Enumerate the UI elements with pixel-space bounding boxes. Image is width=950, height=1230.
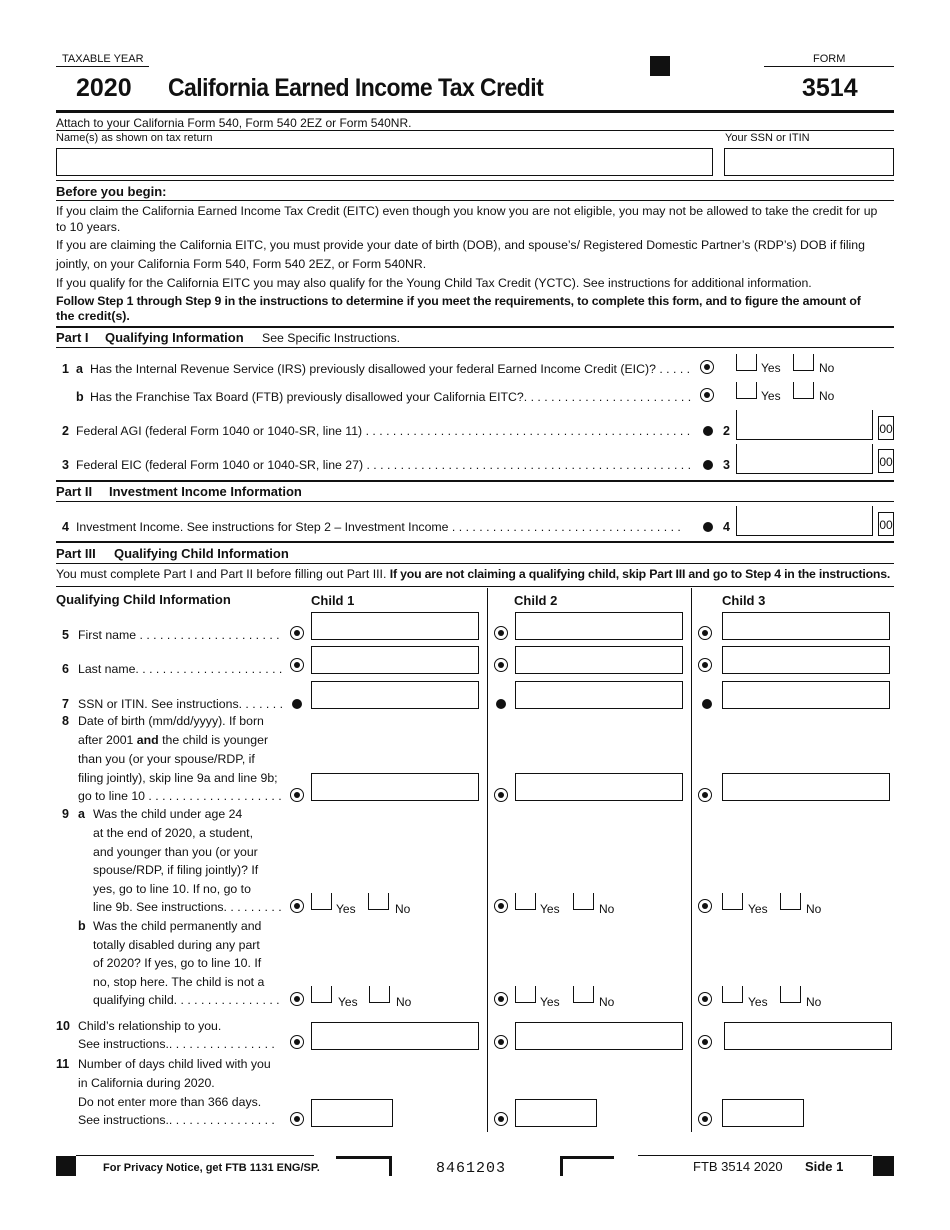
child2-9b-yes-label: Yes [540, 995, 560, 1009]
line-1a-no-checkbox[interactable] [793, 354, 814, 371]
line-1a-text: Has the Internal Revenue Service (IRS) previously disallowed your federal Earned Income Credit (EIC)? . . . . . [90, 362, 691, 376]
line-4-bullet-icon [703, 522, 713, 532]
line-10-text-2: See instructions.. . . . . . . . . . . . . . . . [78, 1037, 275, 1051]
child2-header: Child 2 [514, 593, 558, 608]
line-11-number: 11 [56, 1057, 70, 1071]
part3-intro-b: If you are not claiming a qualifying child, skip Part III and go to Step 4 in the instructions. [389, 567, 891, 581]
child3-9b-yes-label: Yes [748, 995, 768, 1009]
child2-9a-yes-label: Yes [540, 902, 560, 916]
line-9b-child1-bullet-icon [290, 992, 304, 1006]
line-9a-text-2: at the end of 2020, a student, [93, 826, 253, 840]
line-8-child1-bullet-icon [290, 788, 304, 802]
line-8-number: 8 [62, 714, 69, 728]
form-reference: FTB 3514 2020 [693, 1159, 783, 1174]
line-9a-child2-bullet-icon [494, 899, 508, 913]
line-8-text-3: than you (or your spouse/RDP, if [78, 752, 255, 766]
line-10-text-1: Child’s relationship to you. [78, 1019, 222, 1033]
line-11-child3-bullet-icon [698, 1112, 712, 1126]
line-8-child3-bullet-icon [698, 788, 712, 802]
line-6-child2-bullet-icon [494, 658, 508, 672]
line-9a-text-3: and younger than you (or your [93, 845, 258, 859]
line-9b-text-2: totally disabled during any part [93, 938, 260, 952]
line-1b-text: Has the Franchise Tax Board (FTB) previously disallowed your California EITC?. . . . . . . . . . . . . . . . . . . . . . . . . [90, 390, 692, 404]
page-side: Side 1 [805, 1159, 844, 1174]
before-p4a: Follow Step 1 through Step 9 in the instructions to determine if you meet the requirements, to complete this form, and to figure the amount of [56, 294, 861, 308]
line-10-child1-bullet-icon [290, 1035, 304, 1049]
line-6-child1-bullet-icon [290, 658, 304, 672]
line-1a-bullet-icon [700, 360, 714, 374]
line-11-child2-bullet-icon [494, 1112, 508, 1126]
line-10-child3-bullet-icon [698, 1035, 712, 1049]
child3-9b-yes-checkbox[interactable] [722, 986, 743, 1003]
line-2-bullet-icon [703, 426, 713, 436]
child3-last-name-field[interactable] [722, 646, 890, 674]
line-5-text: First name . . . . . . . . . . . . . . . . . . . . . [78, 628, 280, 642]
part3-title: Qualifying Child Information [114, 546, 289, 561]
line-7-text: SSN or ITIN. See instructions. . . . . . . [78, 697, 284, 711]
part3-label: Part III [56, 546, 96, 561]
line-9b-text-1: Was the child permanently and [93, 919, 262, 933]
child1-9b-no-checkbox[interactable] [369, 986, 390, 1003]
child1-9a-yes-label: Yes [336, 902, 356, 916]
line-4-ref-number: 4 [723, 520, 730, 534]
line-9a-child3-bullet-icon [698, 899, 712, 913]
line-1a-yes-checkbox[interactable] [736, 354, 757, 371]
footer-left-mark [56, 1156, 76, 1176]
child1-last-name-field[interactable] [311, 646, 479, 674]
line-11-text-2: in California during 2020. [78, 1076, 215, 1090]
child2-ssn-field[interactable] [515, 681, 683, 709]
footer-right-mark [873, 1156, 894, 1176]
line-1b-bullet-icon [700, 388, 714, 402]
child1-9b-yes-checkbox[interactable] [311, 986, 332, 1003]
taxable-year-label: TAXABLE YEAR [62, 53, 144, 65]
line-5-child3-bullet-icon [698, 626, 712, 640]
line-11-child1-bullet-icon [290, 1112, 304, 1126]
line-3-bullet-icon [703, 460, 713, 470]
line-6-number: 6 [62, 662, 69, 676]
form-label: FORM [813, 53, 846, 65]
child2-last-name-field[interactable] [515, 646, 683, 674]
line-9b-letter: b [78, 919, 86, 933]
child2-9a-yes-checkbox[interactable] [515, 893, 536, 910]
line-9-number: 9 [62, 807, 69, 821]
child2-9a-no-label: No [599, 902, 615, 916]
child3-relationship-field[interactable] [724, 1022, 892, 1050]
before-p3: If you qualify for the California EITC you may also qualify for the Young Child Tax Credit (YCTC). See instructions for additional information. [56, 276, 812, 290]
child1-9a-no-checkbox[interactable] [368, 893, 389, 910]
line-5-child1-bullet-icon [290, 626, 304, 640]
line-1b-no-label: No [819, 389, 835, 403]
child3-9a-no-checkbox[interactable] [780, 893, 801, 910]
child1-9a-yes-checkbox[interactable] [311, 893, 332, 910]
child3-9a-no-label: No [806, 902, 822, 916]
form-title: California Earned Income Tax Credit [168, 74, 544, 102]
line-9b-text-5: qualifying child. . . . . . . . . . . . . . . . [93, 993, 280, 1007]
child1-header: Child 1 [311, 593, 355, 608]
line-6-child3-bullet-icon [698, 658, 712, 672]
line-9a-text-6: line 9b. See instructions. . . . . . . . . [93, 900, 282, 914]
line-10-number: 10 [56, 1019, 70, 1033]
child2-9a-no-checkbox[interactable] [573, 893, 594, 910]
line-3-cents: 00 [878, 449, 894, 473]
child2-dob-field[interactable] [515, 773, 683, 801]
child2-9b-no-checkbox[interactable] [573, 986, 594, 1003]
line-9a-text-5: yes, go to line 10. If no, go to [93, 882, 251, 896]
child1-first-name-field[interactable] [311, 612, 479, 640]
line-1b-no-checkbox[interactable] [793, 382, 814, 399]
line-9b-child2-bullet-icon [494, 992, 508, 1006]
line-5-number: 5 [62, 628, 69, 642]
registration-mark [650, 56, 670, 76]
line-9b-text-3: of 2020? If yes, go to line 10. If [93, 956, 262, 970]
line-9b-text-4: no, stop here. The child is not a [93, 975, 265, 989]
child3-9b-no-checkbox[interactable] [780, 986, 801, 1003]
line-4-number: 4 [62, 520, 69, 534]
name-label: Name(s) as shown on tax return [56, 132, 213, 144]
line-11-text-4: See instructions.. . . . . . . . . . . . . . . . [78, 1113, 275, 1127]
child2-relationship-field[interactable] [515, 1022, 683, 1050]
child1-9b-no-label: No [396, 995, 412, 1009]
line-1a-yes-label: Yes [761, 361, 781, 375]
child2-days-field[interactable] [515, 1099, 597, 1127]
line-3-amount-field[interactable] [736, 444, 873, 474]
child1-ssn-field[interactable] [311, 681, 479, 709]
line-7-child2-bullet-icon [496, 699, 506, 709]
privacy-notice: For Privacy Notice, get FTB 1131 ENG/SP. [103, 1162, 320, 1174]
line-9b-child3-bullet-icon [698, 992, 712, 1006]
line-8-text-2: after 2001 and the child is younger [78, 733, 269, 747]
line-7-number: 7 [62, 697, 69, 711]
line-10-child2-bullet-icon [494, 1035, 508, 1049]
line-2-cents: 00 [878, 416, 894, 440]
ssn-field[interactable] [724, 148, 894, 176]
line-1b-letter: b [76, 390, 84, 404]
attach-instruction: Attach to your California Form 540, Form 540 2EZ or Form 540NR. [56, 116, 412, 130]
part1-label: Part I [56, 330, 89, 345]
line-11-text-1: Number of days child lived with you [78, 1057, 271, 1071]
child3-dob-field[interactable] [722, 773, 890, 801]
child2-first-name-field[interactable] [515, 612, 683, 640]
child1-dob-field[interactable] [311, 773, 479, 801]
line-4-amount-field[interactable] [736, 506, 873, 536]
tax-year: 2020 [76, 74, 132, 102]
line-11-text-3: Do not enter more than 366 days. [78, 1095, 262, 1109]
line-9a-child1-bullet-icon [290, 899, 304, 913]
before-p1a: If you claim the California Earned Income Tax Credit (EITC) even though you know you are not eligible, you may not be allowed to take the credit for up [56, 204, 878, 218]
child3-first-name-field[interactable] [722, 612, 890, 640]
line-9a-text-1: Was the child under age 24 [93, 807, 243, 821]
line-1a-letter: a [76, 362, 83, 376]
child3-ssn-field[interactable] [722, 681, 890, 709]
child3-9b-no-label: No [806, 995, 822, 1009]
child2-9b-no-label: No [599, 995, 615, 1009]
line-3-number: 3 [62, 458, 69, 472]
line-2-text: Federal AGI (federal Form 1040 or 1040-SR, line 11) . . . . . . . . . . . . . . . . . . . . . . . . . . . . . . . . . . . . . . . . . . . . . . . . [76, 424, 691, 438]
line-2-amount-field[interactable] [736, 410, 873, 440]
line-7-child1-bullet-icon [292, 699, 302, 709]
part2-title: Investment Income Information [109, 484, 302, 499]
before-heading: Before you begin: [56, 184, 167, 199]
line-1b-yes-checkbox[interactable] [736, 382, 757, 399]
line-3-ref-number: 3 [723, 458, 730, 472]
line-7-child3-bullet-icon [702, 699, 712, 709]
line-3-text: Federal EIC (federal Form 1040 or 1040-SR, line 27) . . . . . . . . . . . . . . . . . . . . . . . . . . . . . . . . . . . . . . . . . . . . . . . . [76, 458, 692, 472]
qualifying-child-col-head: Qualifying Child Information [56, 592, 231, 607]
child1-9b-yes-label: Yes [338, 995, 358, 1009]
before-p2a: If you are claiming the California EITC, you must provide your date of birth (DOB), and spouse’s/ Registered Domestic Partner’s (RDP’s) DOB if filing [56, 238, 865, 252]
line-5-child2-bullet-icon [494, 626, 508, 640]
part2-label: Part II [56, 484, 93, 499]
child3-days-field[interactable] [722, 1099, 804, 1127]
line-9a-text-4: spouse/RDP, if filing jointly)? If [93, 863, 259, 877]
line-4-cents: 00 [878, 512, 894, 536]
before-p4b: the credit(s). [56, 309, 130, 323]
line-8-child2-bullet-icon [494, 788, 508, 802]
before-p2b: jointly, on your California Form 540, Form 540 2EZ, or Form 540NR. [56, 257, 427, 271]
name-field[interactable] [56, 148, 713, 176]
part1-note: See Specific Instructions. [262, 331, 401, 345]
line-1b-yes-label: Yes [761, 389, 781, 403]
child1-9a-no-label: No [395, 902, 411, 916]
part3-intro-a: You must complete Part I and Part II before filling out Part III. [56, 567, 387, 581]
child3-9a-yes-checkbox[interactable] [722, 893, 743, 910]
line-8-text-1: Date of birth (mm/dd/yyyy). If born [78, 714, 264, 728]
line-8-text-4: filing jointly), skip line 9a and line 9b; [78, 771, 278, 785]
line-9a-letter: a [78, 807, 85, 821]
line-4-text: Investment Income. See instructions for Step 2 – Investment Income . . . . . . . . . . . . . . . . . . . . . . . . . . . . . . . . . . [76, 520, 681, 534]
line-6-text: Last name. . . . . . . . . . . . . . . . . . . . . . [78, 662, 283, 676]
before-p1b: to 10 years. [56, 220, 121, 234]
child3-9a-yes-label: Yes [748, 902, 768, 916]
child1-relationship-field[interactable] [311, 1022, 479, 1050]
form-number: 3514 [802, 74, 858, 102]
line-2-ref-number: 2 [723, 424, 730, 438]
child3-header: Child 3 [722, 593, 766, 608]
line-2-number: 2 [62, 424, 69, 438]
child1-days-field[interactable] [311, 1099, 393, 1127]
line-1-number: 1 [62, 362, 69, 376]
line-1a-no-label: No [819, 361, 835, 375]
part1-title: Qualifying Information [105, 330, 244, 345]
ssn-label: Your SSN or ITIN [725, 132, 810, 144]
line-8-text-5: go to line 10 . . . . . . . . . . . . . . . . . . . . [78, 789, 282, 803]
child2-9b-yes-checkbox[interactable] [515, 986, 536, 1003]
form-barcode-number: 8461203 [436, 1160, 507, 1177]
